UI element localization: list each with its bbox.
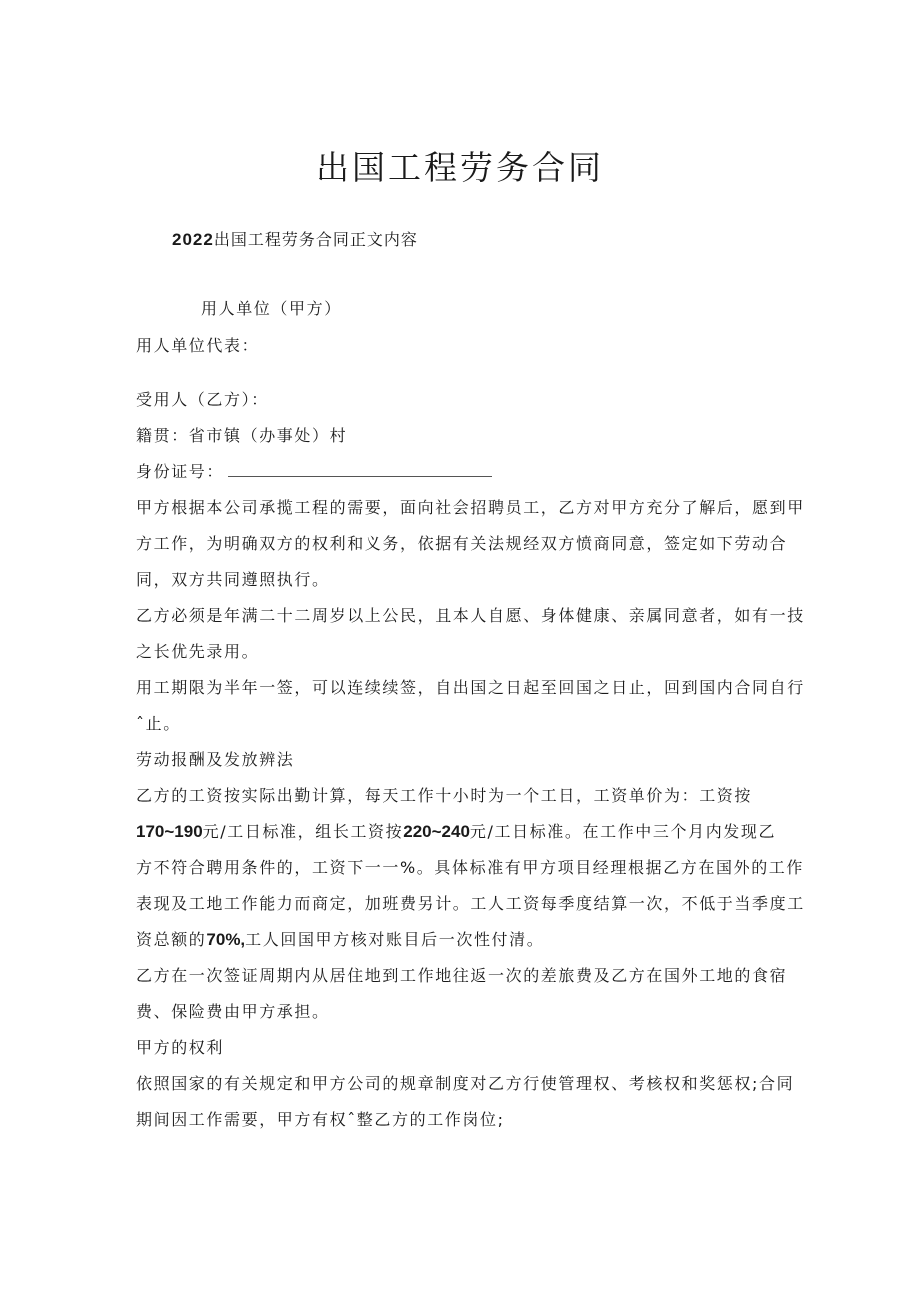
- intro-line-3: 同，双方共同遵照执行。: [136, 570, 330, 589]
- pay-line-2-text-a: 元/工日标准，组长工资按: [202, 822, 404, 841]
- id-number-blank: [228, 462, 492, 477]
- term-line-1: 用工期限为半年一签，可以连续续签，自出国之日起至回国之日止，回到国内合同自行: [136, 678, 805, 697]
- employee-field: 受用人（乙方）：: [136, 390, 269, 409]
- pay-line-2-text-b: 元/工日标准。在工作中三个月内发现乙: [469, 822, 777, 841]
- eligibility-line-1: 乙方必须是年满二十二周岁以上公民，且本人自愿、身体健康、亲属同意者，如有一技: [136, 606, 805, 625]
- pay-line-1: 乙方的工资按实际出勤计算，每天工作十小时为一个工日，工资单价为：工资按: [136, 786, 753, 805]
- employer-field: 用人单位（甲方）: [201, 299, 342, 318]
- intro-line-1: 甲方根据本公司承揽工程的需要，面向社会招聘员工，乙方对甲方充分了解后，愿到甲: [136, 498, 805, 517]
- pay-line-3: 方不符合聘用条件的，工资下一一%。具体标准有甲方项目经理根据乙方在国外的工作: [136, 858, 805, 877]
- native-place-field: 籍贯：省市镇（办事处）村: [136, 426, 348, 445]
- subtitle-year: 2022: [172, 230, 214, 249]
- rights-line-2: 期间因工作需要，甲方有权ˆ整乙方的工作岗位;: [136, 1110, 505, 1129]
- pay-line-5: [136, 928, 544, 952]
- worker-wage-range: 170~190: [136, 822, 203, 841]
- rights-line-1: 依照国家的有关规定和甲方公司的规章制度对乙方行使管理权、考核权和奖惩权;合同: [136, 1074, 795, 1093]
- subtitle-text: 出国工程劳务合同正文内容: [213, 230, 418, 249]
- pay-line-5-text-a: 资总额的: [136, 930, 207, 949]
- document-title: 出国工程劳务合同: [316, 148, 604, 187]
- travel-line-1: 乙方在一次签证周期内从居住地到工作地往返一次的差旅费及乙方在国外工地的食宿: [136, 966, 788, 985]
- pay-heading: 劳动报酬及发放辨法: [136, 750, 295, 769]
- pay-line-5-text-b: 工人回国甲方核对账目后一次性付清。: [245, 930, 545, 949]
- id-number-field: [136, 460, 492, 484]
- pay-line-4: 表现及工地工作能力而商定，加班费另计。工人工资每季度结算一次，不低于当季度工: [136, 894, 805, 913]
- employer-rep-field: 用人单位代表：: [136, 336, 260, 355]
- travel-line-2: 费、保险费由甲方承担。: [136, 1002, 330, 1021]
- rights-heading: 甲方的权利: [136, 1038, 225, 1057]
- id-number-label: 身份证号：: [136, 462, 225, 481]
- term-line-2: ˆ止。: [136, 714, 181, 733]
- quarterly-percent: 70%,: [206, 930, 246, 949]
- intro-line-2: 方工作，为明确双方的权利和义务，依据有关法规经双方愤商同意，签定如下劳动合: [136, 534, 788, 553]
- document-subtitle: [172, 228, 418, 252]
- leader-wage-range: 220~240: [403, 822, 470, 841]
- eligibility-line-2: 之长优先录用。: [136, 642, 260, 661]
- pay-line-2: [136, 820, 776, 844]
